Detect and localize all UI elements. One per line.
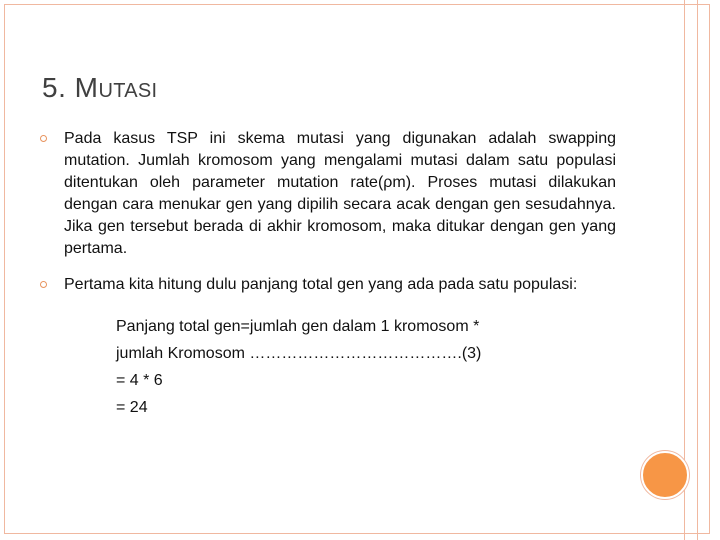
- circle-bullet-icon: [40, 281, 47, 288]
- slide-content: [38, 128, 616, 308]
- formula-line-3: = 4 * 6: [116, 372, 163, 389]
- bullet-text-2: Pertama kita hitung dulu panjang total gen yang ada pada satu populasi:: [64, 276, 578, 293]
- formula-block: [116, 316, 481, 424]
- title-rest: UTASI: [98, 80, 158, 102]
- formula-line-1: Panjang total gen=jumlah gen dalam 1 kromosom *: [116, 318, 480, 335]
- circle-bullet-icon: [40, 135, 47, 142]
- title-first: 5. M: [42, 72, 99, 103]
- slide-title: [42, 72, 157, 104]
- decorative-orange-circle: [641, 451, 689, 499]
- bullet-text-1: Pada kasus TSP ini skema mutasi yang digunakan adalah swapping mutation. Jumlah kromosom yang mengalami mutasi dalam satu populasi ditentukan oleh parameter mutation rate(ρm). Proses mutasi dilakukan dengan cara menukar gen yang dipilih secara acak dengan gen sesudahnya. Jika gen tersebut berada di akhir kromosom, maka ditukar dengan gen yang pertama.: [64, 130, 616, 257]
- bullet-item-2: [38, 274, 616, 296]
- bullet-item-1: [38, 128, 616, 260]
- formula-line-2: jumlah Kromosom ………………………………….(3): [116, 345, 482, 362]
- decorative-vertical-band: [684, 0, 698, 540]
- formula-line-4: = 24: [116, 399, 148, 416]
